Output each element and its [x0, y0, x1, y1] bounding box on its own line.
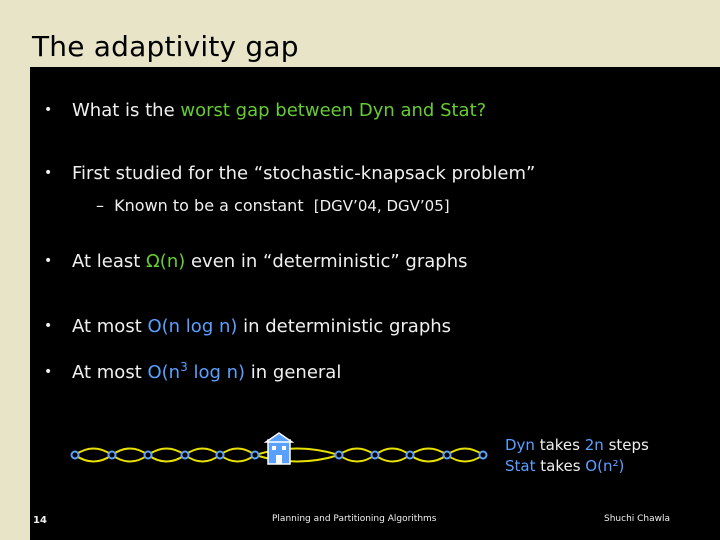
highlight-nlogn: O(n log n): [147, 316, 238, 337]
graph-edge: [375, 455, 410, 462]
bullet-worst-gap: • What is the worst gap between Dyn and Stat?: [44, 100, 487, 121]
graph-node: [109, 452, 116, 459]
footer-right: Shuchi Chawla: [604, 514, 671, 524]
graph-node: [480, 452, 487, 459]
highlight-omega-n: Ω(n): [146, 251, 186, 272]
graph-edge: [185, 449, 220, 456]
bullet-dot: •: [44, 318, 53, 334]
graph-node: [407, 452, 414, 459]
dyn-steps-text: Dyn takes 2n steps: [505, 436, 649, 454]
bullet-dot: •: [44, 102, 53, 118]
citation: [DGV’04, DGV’05]: [313, 197, 450, 215]
graph-node: [372, 452, 379, 459]
graph-edge: [75, 449, 112, 456]
page-title: The adaptivity gap: [32, 30, 299, 63]
bullet-at-most-det: • At most O(n log n) in deterministic graphs: [44, 316, 452, 337]
graph-edge: [148, 449, 185, 456]
bullet-at-most-general: • At most $O(n^3$ log n) in general: [44, 360, 342, 383]
graph-edge: [447, 455, 483, 462]
graph-edge: [375, 449, 410, 456]
graph-node: [145, 452, 152, 459]
sub-bullet-known-constant: – Known to be a constant [DGV’04, DGV’05]: [96, 196, 450, 215]
bullet-dot: •: [44, 253, 53, 269]
graph-node: [444, 452, 451, 459]
highlight-worst-gap: worst gap between Dyn and Stat?: [180, 100, 487, 121]
graph-edge: [148, 455, 185, 462]
graph-edge: [220, 449, 255, 456]
graph-edge: [339, 449, 375, 456]
graph-edge: [220, 455, 255, 462]
graph-edge: [410, 455, 447, 462]
graph-node: [72, 452, 79, 459]
bullet-at-least: • At least Ω(n) even in “deterministic” graphs: [44, 251, 468, 272]
graph-edge: [112, 455, 148, 462]
stat-steps-text: Stat takes O(n²): [505, 457, 625, 475]
graph-edge: [447, 449, 483, 456]
graph-node: [182, 452, 189, 459]
page-number: 14: [33, 515, 47, 526]
graph-edge: [410, 449, 447, 456]
graph-node: [252, 452, 259, 459]
graph-edge: [112, 449, 148, 456]
graph-node: [217, 452, 224, 459]
bullet-dot: •: [44, 165, 53, 181]
bullet-first-studied: • First studied for the “stochastic-knapsack problem”: [44, 163, 536, 184]
bullet-dot: •: [44, 364, 53, 380]
graph-edge: [185, 455, 220, 462]
graph-edge: [339, 455, 375, 462]
graph-node: [336, 452, 343, 459]
house-icon: [266, 433, 292, 464]
footer-center: Planning and Partitioning Algorithms: [272, 514, 437, 524]
graph-edge: [75, 455, 112, 462]
highlight-n3logn: $O(n^3$ log n): [147, 360, 246, 383]
